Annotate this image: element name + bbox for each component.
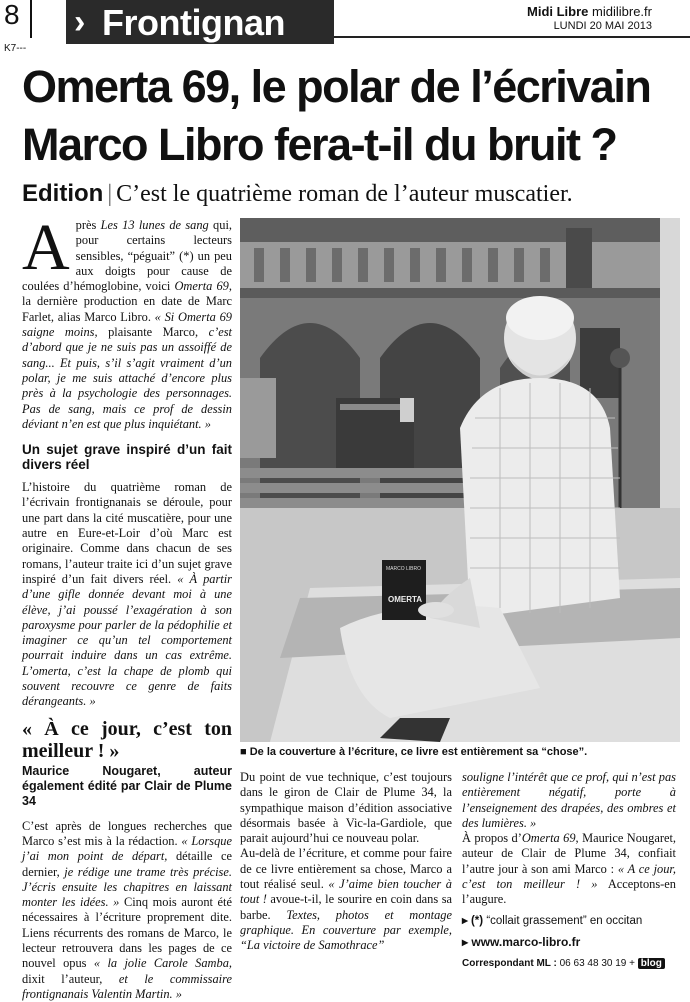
web-marker: ▸ [462,934,469,949]
correspondent-label: Correspondant ML : [462,958,557,970]
text-run: Cinq mois auront été nécessaires à l’écriture proprement dite. Liens récurrents des romans de Marco, le lecteur retrouvera dans les pages de ce nouvel opus [22,895,232,971]
paper-site: midilibre.fr [592,4,652,19]
issue-date: LUNDI 20 MAI 2013 [553,20,652,32]
text-run: , Maurice Nougaret, auteur de Clair de Plume 34, confiait l’autre jour à son ami Marco : [462,831,676,876]
quote: « Lorsque j’ai mon point de départ, [22,833,232,864]
paper-title: Midi Libre [527,4,589,19]
kicker: Edition [22,180,104,207]
quote: souligne l’intérêt que ce prof, qui n’est pas entièrement négatif, porte à l’enseignement des drapées, des ombres et des lumières. » [462,770,676,830]
text-run: dixit l’auteur, [22,971,119,986]
caption-marker: ■ [240,746,247,758]
correspondent-phone: 06 63 48 30 19 + [559,958,635,970]
book-author: MARCO LIBRO [386,566,422,572]
quote: « Si Omerta 69 saigne moins, [22,309,232,340]
paragraph [462,770,676,831]
section-banner [66,0,334,44]
text-run: À propos d’ [462,831,522,846]
page-number: 8 [4,0,20,30]
body-column-3 [462,770,676,972]
pull-quote-attribution: Maurice Nougaret, auteur également édité par Clair de Plume 34 [22,763,232,808]
quote: c’est d’abord que je ne suis pas un assoiffé de sang... Et puis, s’il s’agit vraiment d’un polar, je me suis attaché d’encore plus près à la psychologie des personnages. Pas de sang, mais ce prof de dessin déviant n’en est que plus inquiétant. » [22,325,232,431]
article-photo [240,218,680,742]
book-title: Les 13 lunes de sang [100,218,209,232]
footnote-marker: ▸ (*) [462,914,484,927]
quote: Textes, photos et montage graphique. En couverture par exemple, “La victoire de Samothrace” [240,907,452,953]
paper-name [527,4,652,19]
body-column-2 [240,770,452,954]
text-run: , la dernière production en date de Marc Farlet, alias Marco Libro. [22,279,232,324]
caption-text: De la couverture à l’écriture, ce livre est entièrement sa “chose”. [249,746,588,758]
text-run: qui, pour certains lecteurs sensibles, “péguait” (*) un peu aux doigts pour cause de coulées d’hémoglobine, voici [22,218,232,294]
photo-illustration [240,218,680,742]
chevron-right-icon: › [74,3,86,41]
paragraph [22,480,232,709]
paragraph [462,831,676,907]
body-column-1 [22,211,232,1002]
pull-quote: « À ce jour, c’est ton meilleur ! » [22,717,232,762]
quote: « la jolie Carole Samba, [93,956,232,971]
book-title: Omerta 69 [521,831,576,846]
headline: Omerta 69, le polar de l’écrivain Marco Libro fera-t-il du bruit ? [22,61,651,170]
book-title: Omerta 69 [174,279,229,294]
text-run: L’histoire du quatrième roman de l’écrivain frontignanais se déroule, pour une part dans la cité muscatière, pour une autre en Eure-et-Loir d’où Marc est originaire. Comme dans chacun de ses romans, l’auteur traite ici d’un sujet grave inspiré d’un fait divers réel. [22,480,232,586]
page-code: K7--- [4,43,27,54]
quote: je rédige une trame très précise. J’écris ensuite les chapitres en laissant monter les idées. » [22,864,232,910]
subheading: Un sujet grave inspiré d’un fait divers réel [22,442,232,473]
book-title-cover: OMERTA [388,595,423,604]
masthead-rule [334,36,690,38]
paragraph-intro [22,211,232,432]
text-run: près [75,218,101,232]
website-link[interactable]: www.marco-libro.fr [471,934,581,949]
drop-cap: A [22,211,70,284]
standfirst-text: C’est le quatrième roman de l’auteur muscatier. [116,181,573,207]
footnote [462,914,676,929]
quote: « J’aime bien toucher à tout ! [240,877,452,907]
text-run: plaisante Marco, [97,325,209,340]
correspondent [462,956,676,971]
text-run: C’est après de longues recherches que Marco s’est mis à la rédaction. [22,818,232,848]
text-run: Acceptons-en l’augure. [462,877,676,907]
paragraph [240,846,452,953]
kicker-separator: | [107,181,113,207]
text-run: détaille ce dernier, [22,849,232,879]
website [462,935,676,950]
standfirst [22,180,682,208]
text-run: Au-delà de l’écriture, et comme pour faire de ce livre entièrement sa chose, Marco a tout réalisé seul. [240,846,452,892]
blog-badge: blog [638,958,665,969]
quote: « A ce jour, c’est ton meilleur ! » [462,861,676,892]
quote: et le commissaire frontignanais Valentin Martin. » [22,971,232,1001]
paragraph [22,819,232,1002]
text-run: avoue-t-il, le sourire en coin dans sa barbe. [240,892,453,922]
footnote-text: “collait grassement” en occitan [486,914,643,927]
section-name: Frontignan [102,2,285,43]
paragraph: Du point de vue technique, c’est toujours dans le giron de Clair de Plume 34, la sympathique maison d’édition associative désormais basée à Vic-la-Gardiole, que parait aujourd’hui ce nouveau polar. [240,770,452,846]
quote: « À partir d’une gifle donnée devant moi à une élève, j’ai poussé l’exagération à son paroxysme pour parler de la pédophilie et imaginer ce qu’un tel comportement pourrait induire dans un cas extrême. L’omerta, c’est la chape de plomb qui souvent recouvre ce genre de faits dérangeants. » [22,571,232,709]
photo-caption [240,746,680,758]
